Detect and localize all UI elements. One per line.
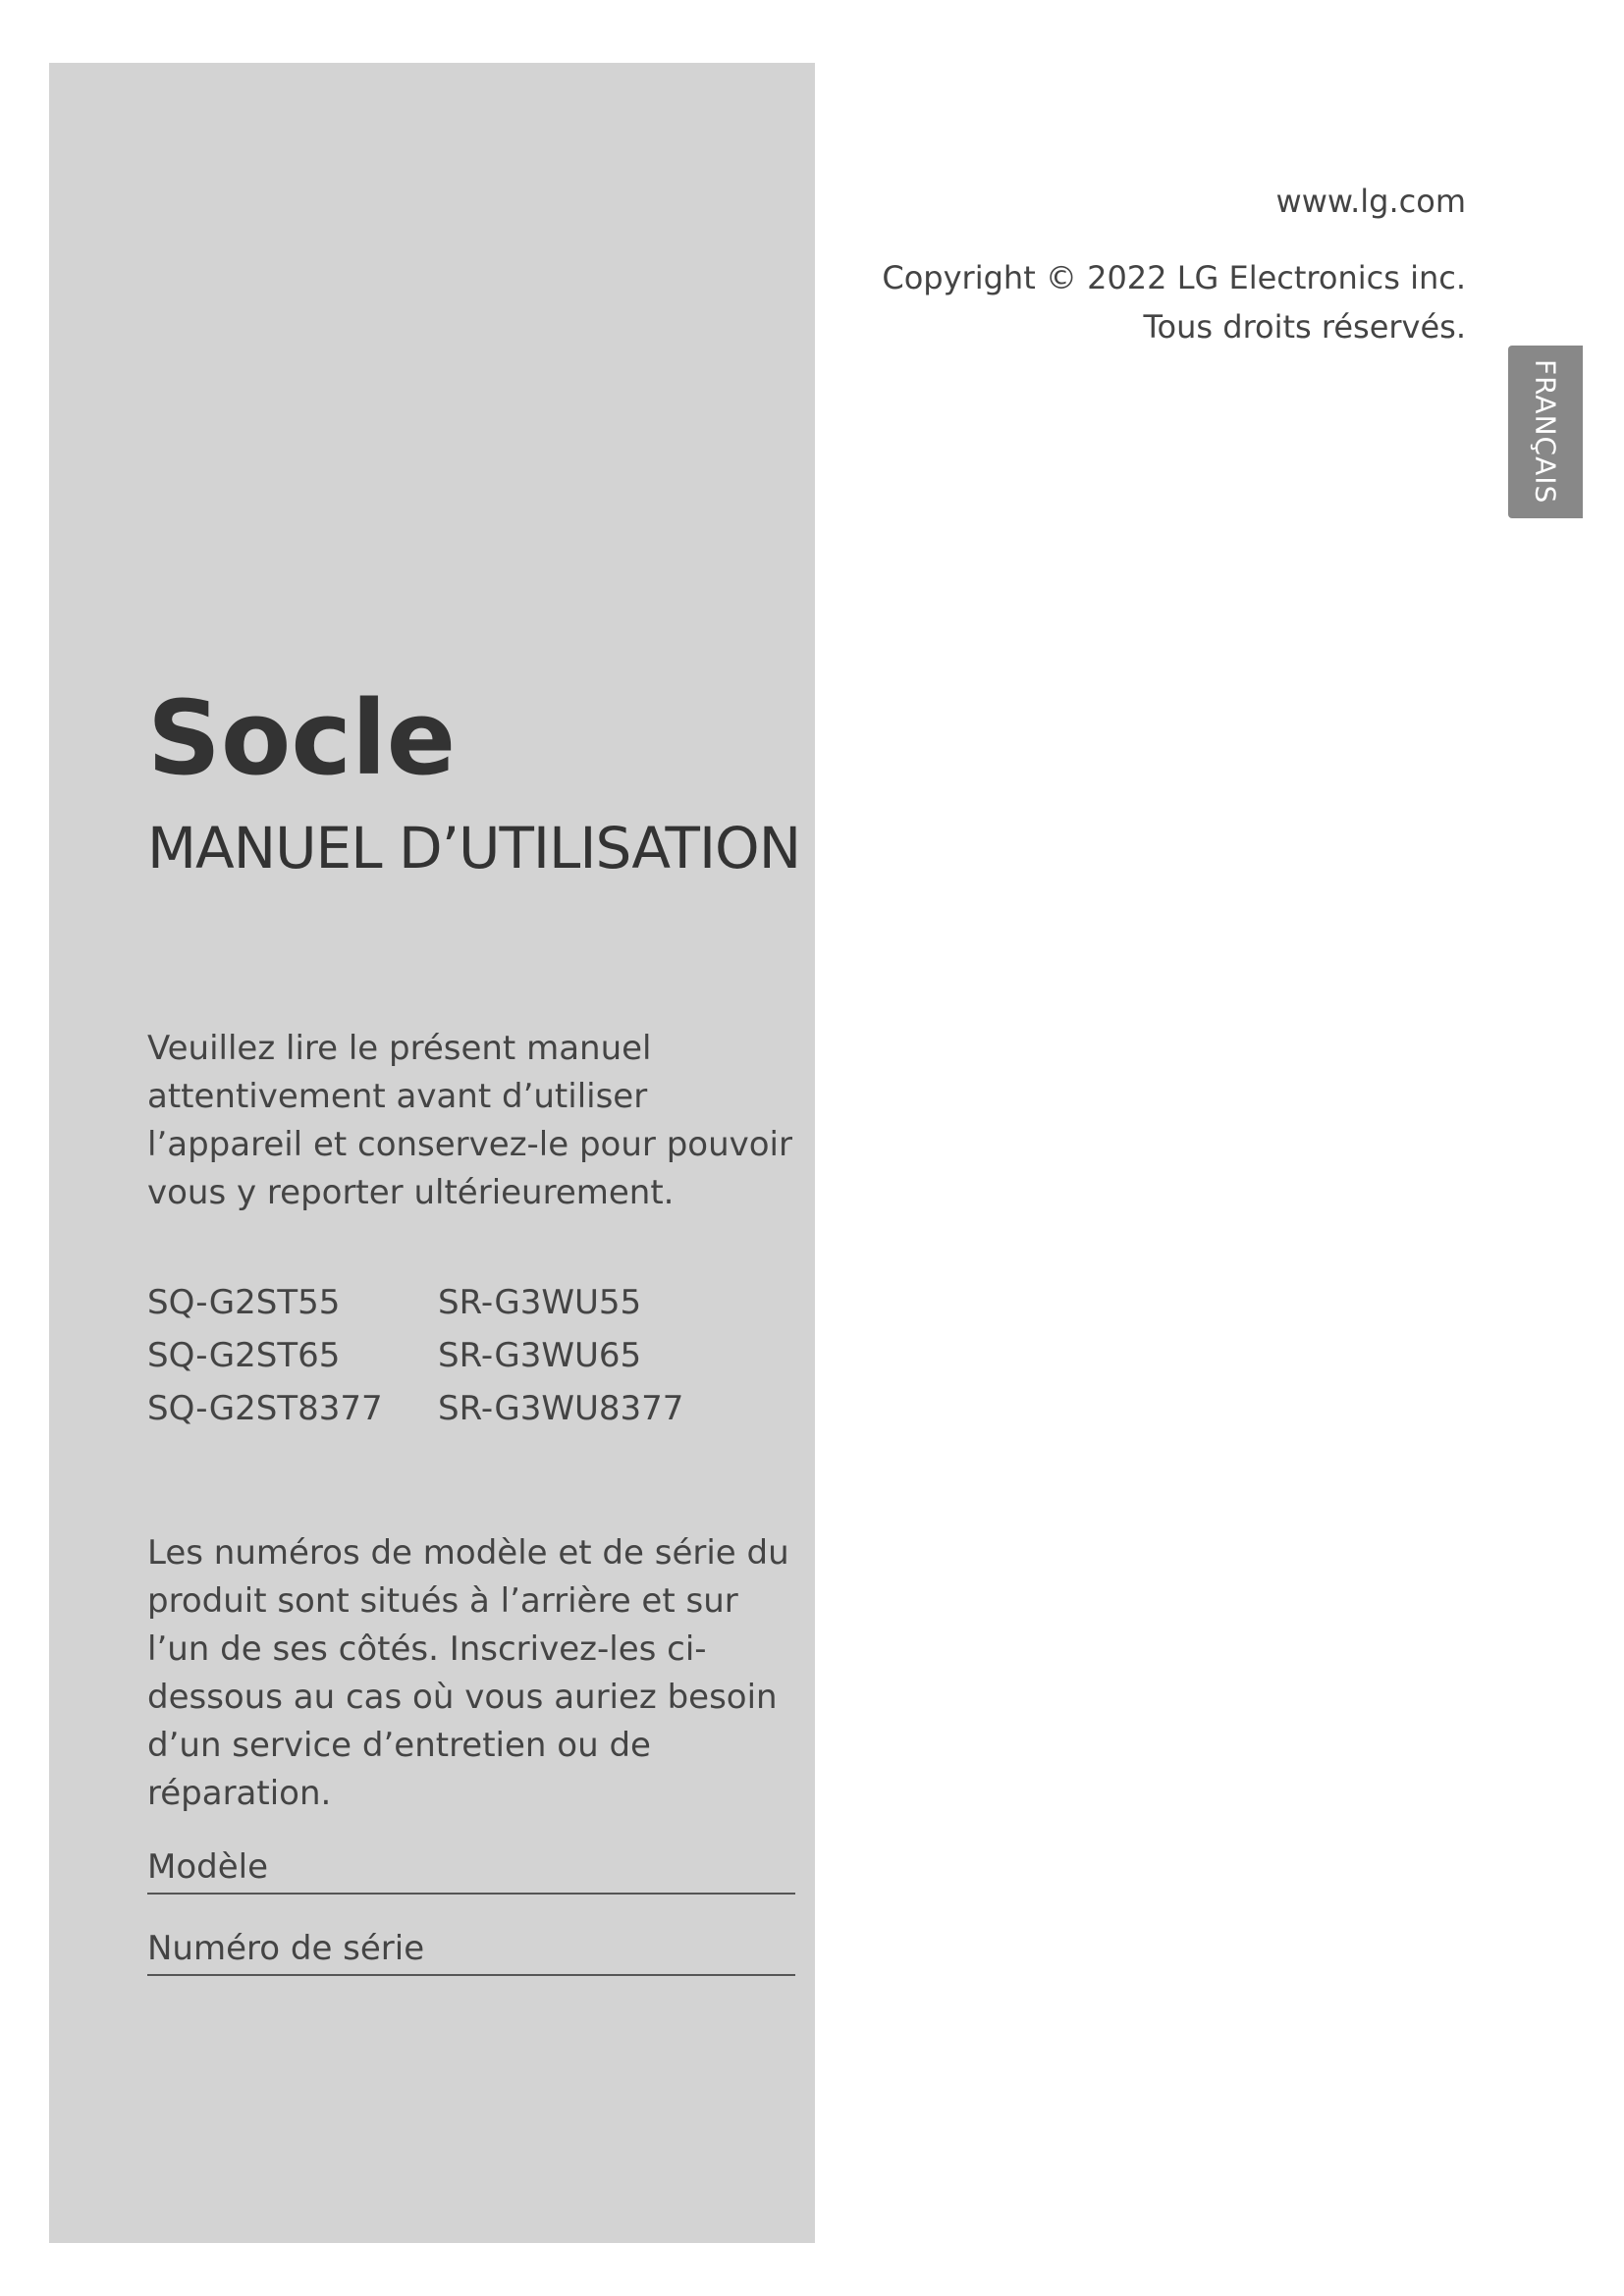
- serial-number-field-label: Numéro de série: [147, 1929, 425, 1968]
- model-field-label: Modèle: [147, 1847, 269, 1887]
- serial-info-paragraph: Les numéros de modèle et de série du produit sont situés à l’arrière et sur l’un de ses côtés. Inscrivez-les ci-dessous au cas où vous auriez besoin d’un service d’entretien ou de réparation.: [147, 1533, 789, 1813]
- model-number: SR-G3WU65: [438, 1336, 642, 1375]
- model-number: SR-G3WU55: [438, 1283, 642, 1322]
- document-title: Socle: [147, 678, 457, 798]
- website-url[interactable]: www.lg.com: [1275, 183, 1466, 220]
- serial-number-field: [147, 1925, 795, 1976]
- language-tab: [1508, 346, 1583, 518]
- intro-paragraph: Veuillez lire le présent manuel attentivement avant d’utiliser l’appareil et conservez-le pour pouvoir vous y reporter ultérieurement.: [147, 1029, 792, 1212]
- document-subtitle: MANUEL D’UTILISATION: [147, 815, 801, 881]
- model-number: SR-G3WU8377: [438, 1389, 684, 1428]
- model-number: SQ-G2ST55: [147, 1283, 341, 1322]
- rights-line: Tous droits réservés.: [1143, 308, 1466, 346]
- copyright-line: Copyright © 2022 LG Electronics inc.: [882, 259, 1466, 296]
- language-tab-label: FRANÇAIS: [1529, 359, 1562, 505]
- model-number: SQ-G2ST65: [147, 1336, 341, 1375]
- model-list: [147, 1278, 683, 1433]
- model-number: SQ-G2ST8377: [147, 1389, 383, 1428]
- copyright-block: [882, 253, 1466, 351]
- model-field: [147, 1843, 795, 1895]
